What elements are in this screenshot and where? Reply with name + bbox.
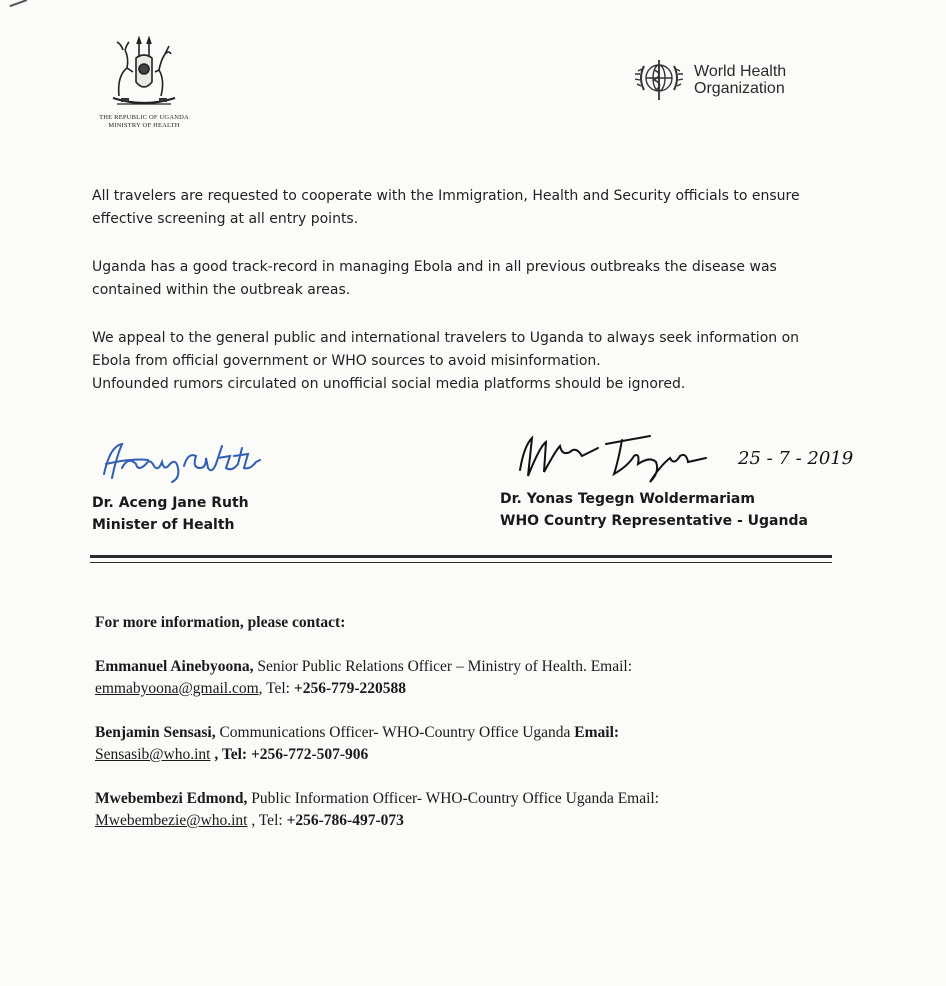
contact-role: Communications Officer- WHO-Country Office Uganda	[215, 724, 575, 741]
minister-signature-block	[92, 438, 282, 536]
minister-handwritten-signature	[92, 438, 282, 488]
contact-tel-label: , Tel:	[210, 746, 251, 763]
contact-name: Emmanuel Ainebyoona,	[95, 658, 254, 675]
body-paragraph: Unfounded rumors circulated on unofficial social media platforms should be ignored.	[92, 376, 686, 392]
contact-email-label: Email:	[574, 724, 620, 741]
body-paragraph: All travelers are requested to cooperate with the Immigration, Health and Security officials to ensure effective screening at all entry points.	[92, 188, 800, 227]
minister-title: Minister of Health	[92, 517, 235, 533]
contact-name: Benjamin Sensasi,	[95, 724, 216, 741]
contact-email-link[interactable]: Mwebembezie@who.int	[95, 812, 248, 829]
separator-rule-thick	[90, 555, 832, 558]
contact-entry	[95, 788, 815, 832]
who-representative-signature-block	[500, 426, 880, 532]
contact-email-link[interactable]: Sensasib@who.int	[95, 746, 211, 763]
contact-tel: +256-779-220588	[293, 680, 407, 697]
who-name-line2: Organization	[694, 80, 785, 97]
contact-section	[95, 612, 815, 854]
contact-tel-label: , Tel:	[258, 680, 294, 697]
coat-of-arms-caption-line2: MINISTRY OF HEALTH	[108, 122, 180, 129]
contact-tel-label: , Tel:	[247, 812, 287, 829]
who-representative-handwritten-signature	[510, 426, 740, 488]
contact-entry	[95, 722, 815, 766]
contact-entry	[95, 656, 815, 700]
who-representative-title: WHO Country Representative - Uganda	[500, 513, 808, 529]
coat-of-arms-icon	[99, 36, 189, 114]
contact-tel: +256-772-507-906	[250, 746, 369, 763]
body-paragraph: Uganda has a good track-record in managing Ebola and in all previous outbreaks the disease was contained within the outbreak areas.	[92, 259, 777, 298]
who-logo	[630, 56, 786, 104]
separator-rule-thin	[90, 562, 832, 563]
contact-heading: For more information, please contact:	[95, 614, 346, 631]
who-representative-name: Dr. Yonas Tegegn Woldermariam	[500, 491, 755, 507]
statement-body	[92, 185, 832, 421]
contact-tel: +256-786-497-073	[286, 812, 404, 829]
contact-role: Public Information Officer- WHO-Country Office Uganda Email:	[247, 790, 660, 807]
coat-of-arms-caption-line1: THE REPUBLIC OF UGANDA	[99, 114, 189, 121]
contact-name: Mwebembezi Edmond,	[95, 790, 248, 807]
contact-role: Senior Public Relations Officer – Ministry of Health. Email:	[253, 658, 633, 675]
body-paragraph: We appeal to the general public and international travelers to Uganda to always seek information on Ebola from official government or WHO sources to avoid misinformation.	[92, 330, 800, 369]
minister-name: Dr. Aceng Jane Ruth	[92, 495, 249, 511]
who-emblem-icon	[630, 56, 688, 104]
corner-scan-mark	[10, 0, 29, 11]
who-name-line1: World Health	[694, 63, 787, 80]
uganda-coat-of-arms-logo	[88, 36, 200, 130]
contact-email-link[interactable]: emmabyoona@gmail.com	[95, 680, 259, 697]
handwritten-date: 25 - 7 - 2019	[738, 448, 854, 469]
